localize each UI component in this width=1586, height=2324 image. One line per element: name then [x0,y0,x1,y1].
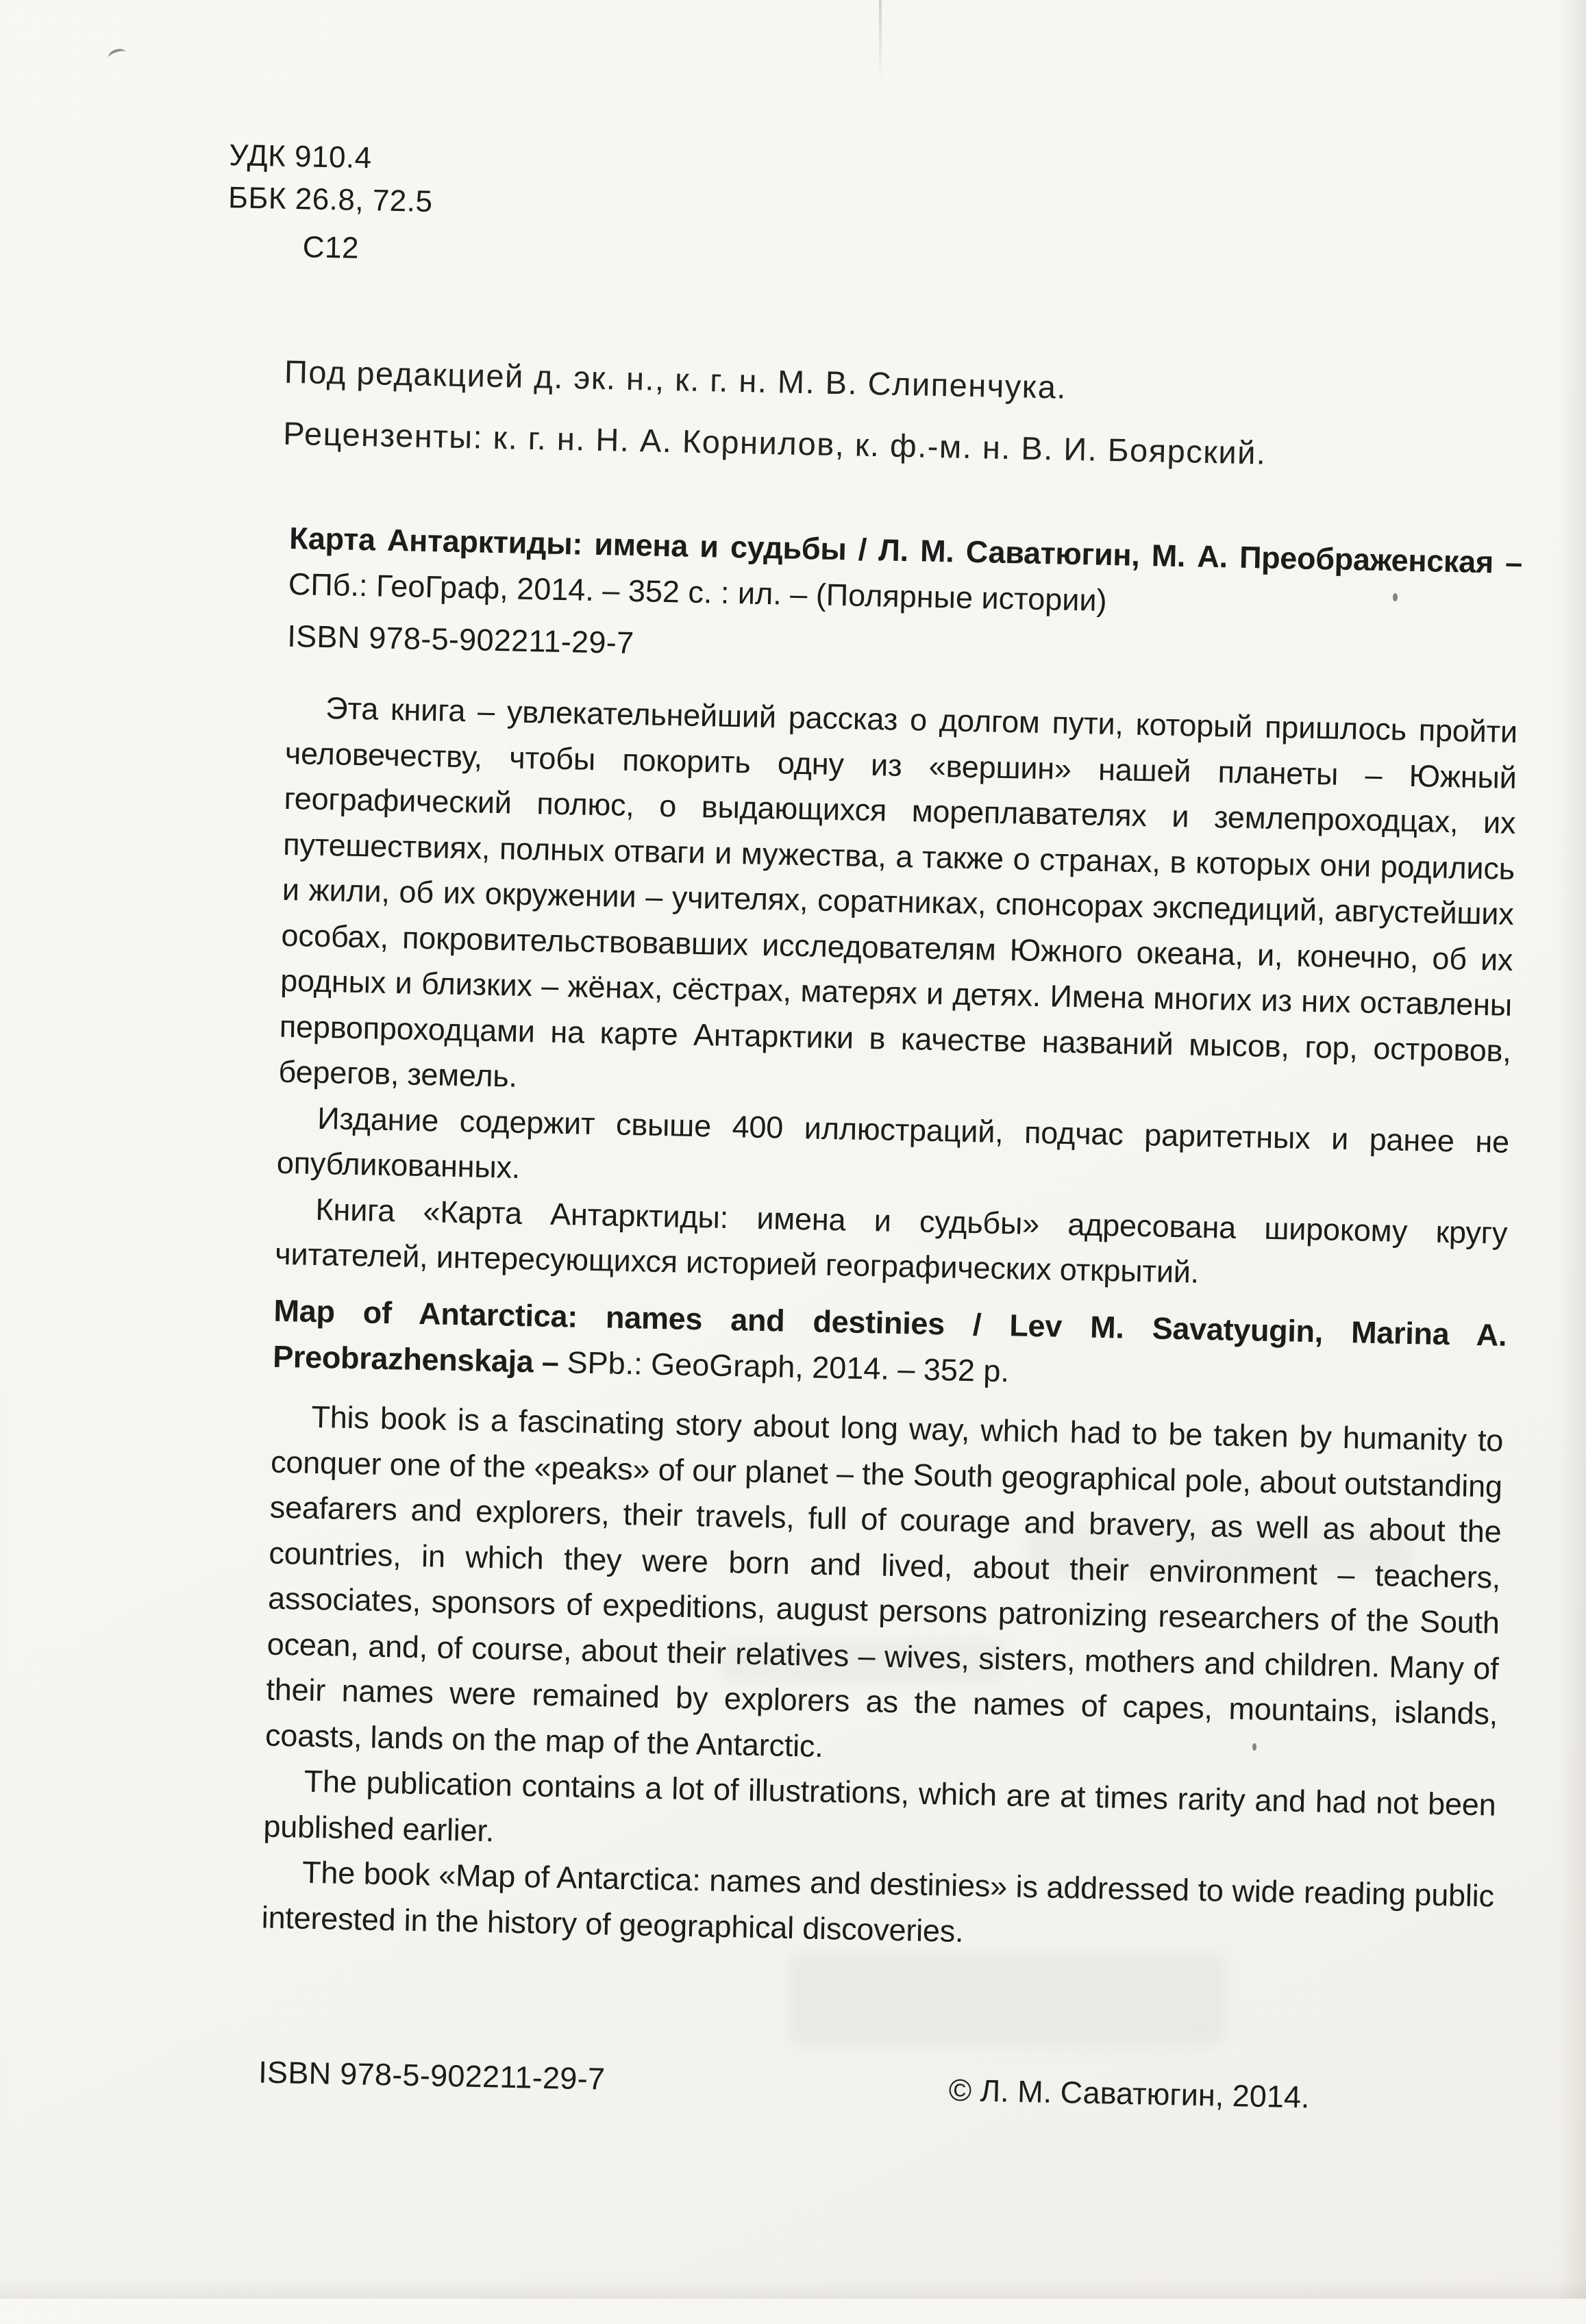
annotation-en-paragraph: The book «Map of Antarctica: names and destinies» is addressed to wide reading public interested in the history of geographical discoveries. [261,1854,1495,1949]
bbk-code: ББК 26.8, 72.5 [227,181,433,219]
author-sign: С12 [302,230,360,265]
book-title-ru: Карта Антарктиды: имена и судьбы / Л. М. Саватюгин, М. А. Преображенская – [288,520,1523,581]
udk-code: УДК 910.4 [228,138,373,175]
classification-block [227,134,434,271]
annotation-ru-paragraph: Книга «Карта Антарктиды: имена и судьбы» адресована широкому кругу читателей, интересующихся историей географических открытий. [274,1191,1508,1290]
imprint-en: SPb.: GeoGraph, 2014. – 352 p. [567,1345,1010,1389]
reviewers-line: Рецензенты: к. г. н. Н. А. Корнилов, к. ф.-м. н. В. И. Боярский. [282,414,1267,471]
annotation-ru-paragraph: Эта книга – увлекательнейший рассказ о долгом пути, который пришлось пройти человечеству, чтобы покорить одну из «вершин» нашей планеты – Южный географический полюс, о выдающихся мореплавателях и землепроходцах, их путешествиях, полных отваги и мужества, а также о странах, в которых они родились и жили, об их окружении – учителях, соратниках, спонсорах экспедиций, августейших особах, покровительствовавших исследователям Южного океана, и, конечно, об их родных и близких – жёнах, сёстрах, матерях и детях. Имена многих из них оставлены первопроходцами на карте Антарктики в качестве названий мысов, гор, островов, берегов, земель. [278,690,1518,1094]
copyright-notice: © Л. М. Саватюгин, 2014. [948,2072,1310,2115]
imprint-ru: СПб.: ГеоГраф, 2014. – 352 с. : ил. – (Полярные истории) [288,566,1108,618]
annotation-en-paragraph: This book is a fascinating story about long way, which had to be taken by humanity to conquer one of the «peaks» of our planet – the South geographical pole, about outstanding seafarers and explorers, their travels, full of courage and bravery, as well as about the countries, in which they were born and lived, about their environment – teachers, associates, sponsors of expeditions, august persons patronizing researchers of the South ocean, and, of course, about their relatives – wives, sisters, mothers and children. Many of their names were remained by explorers as the names of capes, mountains, islands, coasts, lands on the map of the Antarctic. [264,1399,1504,1764]
edited-by-line: Под редакцией д. эк. н., к. г. н. М. В. Слипенчука. [284,353,1067,405]
editorial-block [282,341,1268,484]
annotation-ru [275,685,1518,1301]
book-title-en: Map of Antarctica: names and destinies / Lev M. Savatyugin, Marina A. Preobrazhenskaja – [272,1292,1507,1380]
annotation-en [261,1394,1504,1965]
bibliographic-entry-en [273,1288,1507,1404]
isbn-ru: ISBN 978-5-902211-29-7 [286,618,634,661]
footer-isbn: ISBN 978-5-902211-29-7 [258,2054,606,2097]
annotation-ru-paragraph: Издание содержит свыше 400 иллюстраций, подчас раритетных и ранее не опубликованных. [276,1100,1510,1185]
annotation-en-paragraph: The publication contains a lot of illustrations, which are at times rarity and had not been published earlier. [263,1763,1496,1848]
bibliographic-entry-ru [288,515,1522,632]
